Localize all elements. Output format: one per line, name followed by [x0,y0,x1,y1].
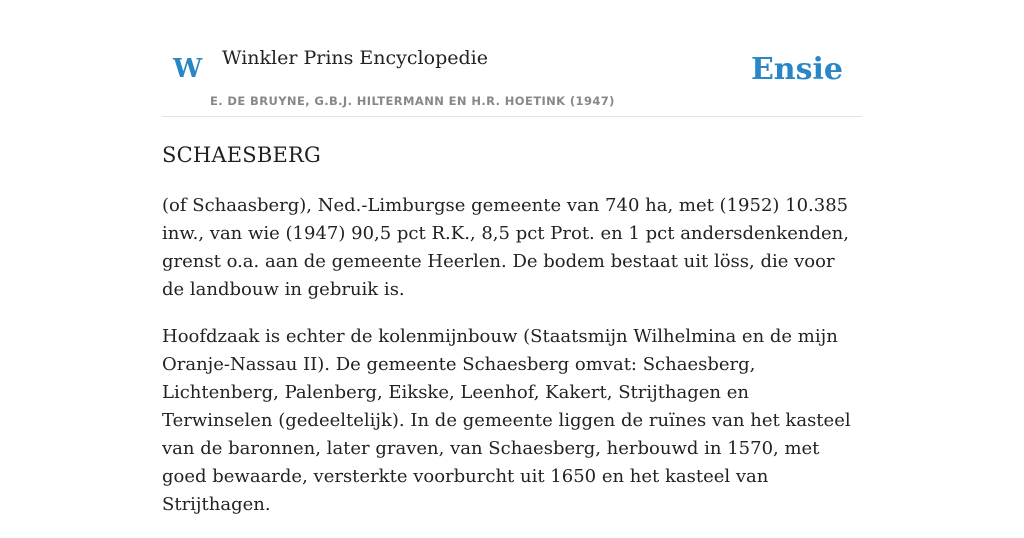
entry-paragraph: Hoofdzaak is echter de kolenmijnbouw (Staatsmijn Wilhelmina en de mijn Oranje-Nassau II). De gemeente Schaesberg omvat: Schaesberg, Lichtenberg, Palenberg, Eikske, Leenhof, Kakert, Strijthagen en Terwinselen (gedeeltelijk). In de gemeente liggen de ruïnes van het kasteel van de baronnen, later graven, van Schaesberg, herbouwd in 1570, met goed bewaarde, versterkte voorburcht uit 1650 en het kasteel van Strijthagen. [162,326,851,515]
ensie-logo[interactable]: Ensie [750,52,843,87]
source-header [162,0,862,117]
encyclopedia-card [162,0,862,515]
entry-paragraph: (of Schaasberg), Ned.-Limburgse gemeente van 740 ha, met (1952) 10.385 inw., van wie (1947) 90,5 pct R.K., 8,5 pct Prot. en 1 pct andersdenkenden, grenst o.a. aan de gemeente Heerlen. De bodem bestaat uit löss, die voor de landbouw in gebruik is. [162,195,849,300]
source-title[interactable]: Winkler Prins Encyclopedie [222,47,488,69]
entry-headword: SCHAESBERG [162,143,321,167]
source-authors: E. DE BRUYNE, G.B.J. HILTERMANN EN H.R. HOETINK (1947) [210,94,615,108]
winkler-prins-logo-icon[interactable]: W [173,54,203,84]
entry-body [162,192,862,538]
